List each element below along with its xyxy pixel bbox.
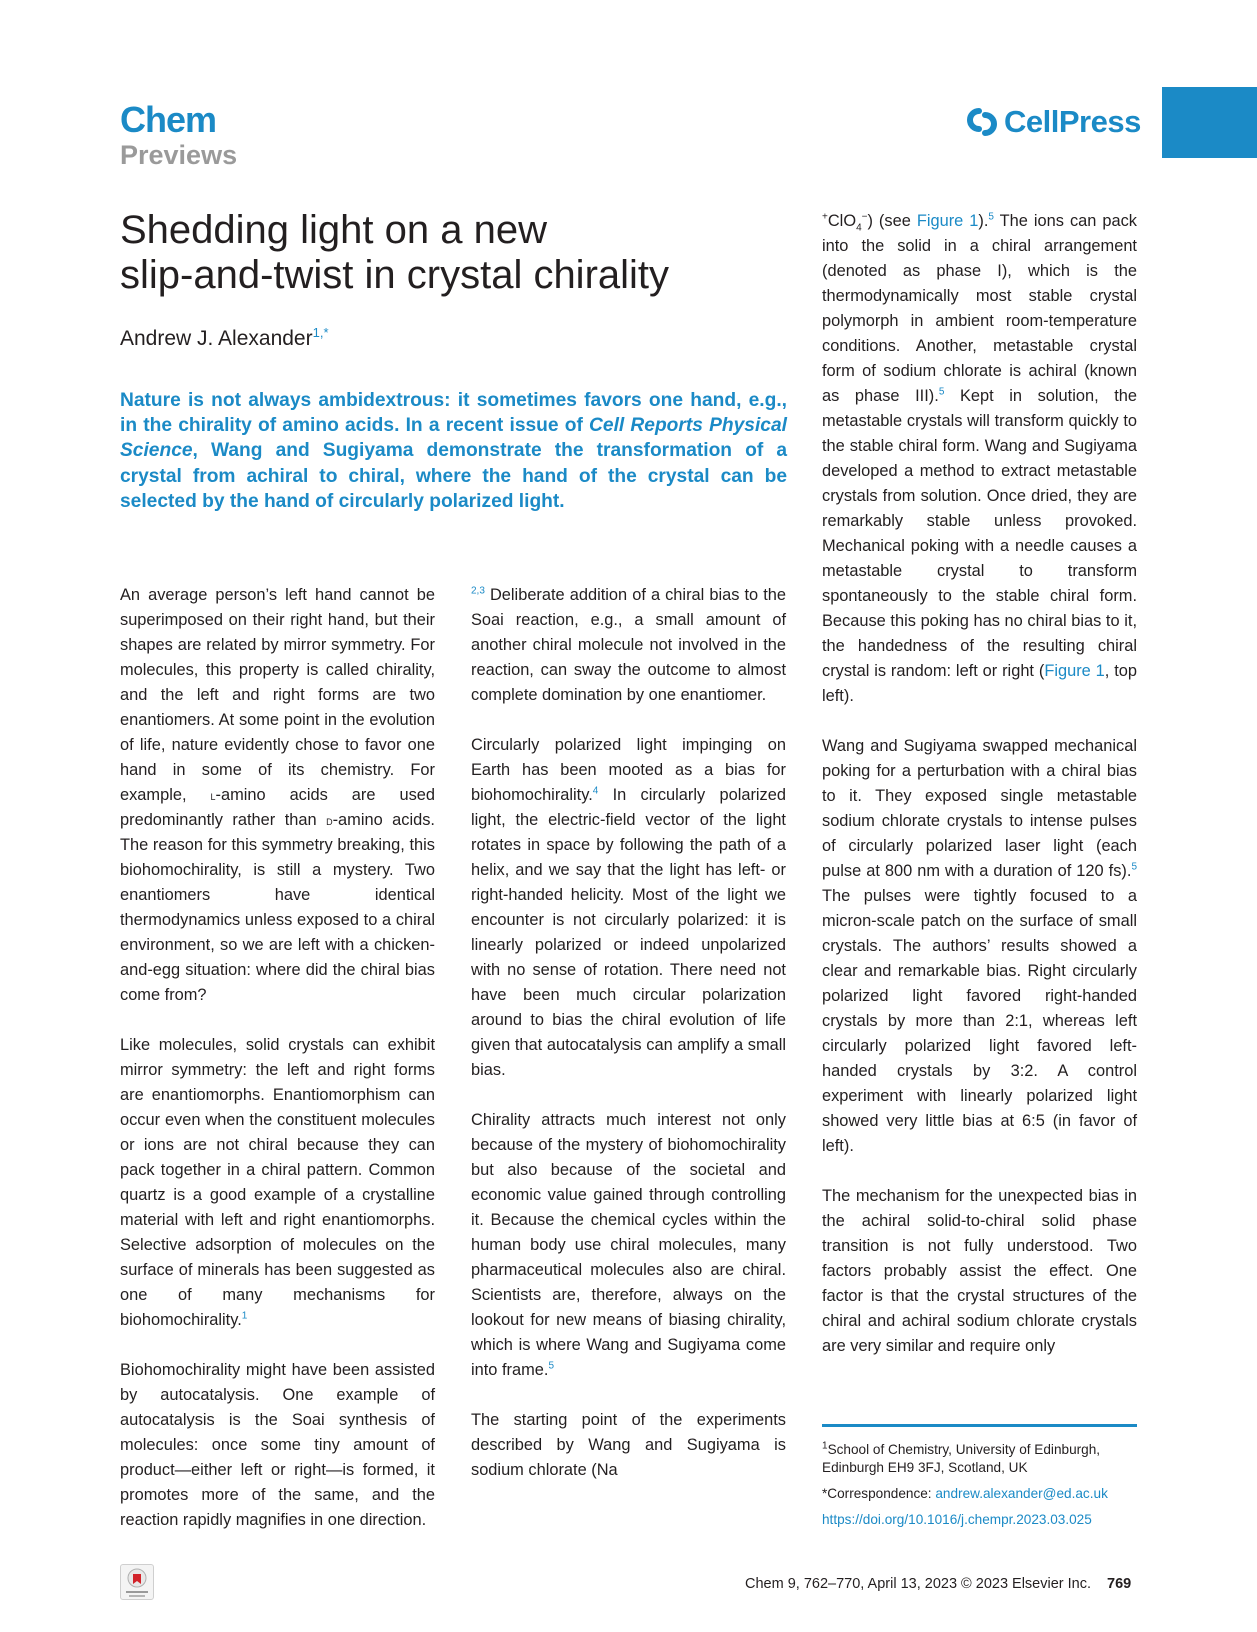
p6-text-c: ) (see	[867, 212, 917, 230]
title-line-2: slip-and-twist in crystal chirality	[120, 253, 670, 297]
corner-color-tab	[1162, 87, 1257, 158]
p6-text-d: ).	[978, 212, 989, 230]
p6-text-e: The ions can pack into the solid in a chiral arrangement (denoted as phase I), which is the thermodynamically most stable crystal polymorph in ambient room-temperature conditions. Another, metastable crystal form of sodium chlorate is achiral (known as phase III).	[822, 212, 1137, 405]
sodium-charge: +	[822, 211, 828, 223]
d-config-label: d	[326, 813, 333, 828]
check-for-updates-badge[interactable]	[120, 1564, 154, 1600]
p2-text: Like molecules, solid crystals can exhibit mirror symmetry: the left and right forms are enantiomorphs. Enantiomorphism can occur even when the constituent molecules or ions are not chiral because they can pack together in a chiral pattern. Common quartz is a good example of a crystalline material with left and right enantiomorphs. Selective adsorption of molecules on the surface of minerals has been suggested as one of many mechanisms for biohomochirality.	[120, 1036, 435, 1329]
p3-text-b: Deliberate addition of a chiral bias to the Soai reaction, e.g., a small amount of another chiral molecule not involved in the reaction, can sway the outcome to almost complete domination by one enantiomer.	[471, 586, 786, 704]
paragraph-7	[822, 734, 1137, 1159]
publisher-logo[interactable]	[966, 104, 1141, 140]
figure-link[interactable]: Figure 1	[916, 212, 979, 230]
paragraph-4	[471, 733, 786, 1083]
citation-line: Chem 9, 762–770, April 13, 2023 © 2023 Elsevier Inc.	[745, 1576, 1092, 1592]
p6-text-g: , top left).	[822, 662, 1137, 705]
correspondence-email-link[interactable]: andrew.alexander@ed.ac.uk	[935, 1486, 1108, 1501]
journal-name: Chem	[120, 99, 217, 140]
chlorate-charge: −	[861, 211, 868, 223]
affiliation-text: School of Chemistry, University of Edinburgh, Edinburgh EH9 3FJ, Scotland, UK	[822, 1442, 1101, 1475]
abstract-journal-name: Cell Reports Physical Science	[120, 415, 787, 462]
body-column-3	[822, 209, 1137, 1384]
paragraph-5	[471, 1108, 786, 1383]
p8-text: The mechanism for the unexpected bias in the achiral solid-to-chiral solid phase transition is not fully understood. Two factors probably assist the effect. One factor is that the crystal structures of the chiral and achiral sodium chlorate crystals are very similar and require only	[822, 1187, 1137, 1355]
page-number: 769	[1107, 1576, 1132, 1592]
p7-text-a: Wang and Sugiyama swapped mechanical poking for a perturbation with a chiral bias to it. They exposed single metastable sodium chlorate crystals to intense pulses of circularly polarized laser light (each pulse at 800 nm with a duration of 120 fs).	[822, 737, 1137, 880]
article-title	[120, 208, 760, 298]
author-affiliation-marks[interactable]: 1,*	[312, 325, 329, 340]
body-column-1	[120, 583, 435, 1558]
reference-link[interactable]: 5	[1131, 861, 1137, 873]
check-for-updates-icon	[121, 1565, 153, 1599]
reference-link[interactable]: 1	[241, 1310, 248, 1322]
p6-text-f: Kept in solution, the metastable crystals will transform quickly to the stable chiral form. Wang and Sugiyama developed a method to extract metastable crystals from solution. Once dried, they are remarkably stable unless provoked. Mechanical poking with a needle causes a metastable crystal to transform spontaneously to the stable chiral form. Because this poking has no chiral bias to it, the handedness of the resulting chiral crystal is random: left or right (	[822, 387, 1137, 680]
abstract	[120, 388, 787, 514]
body-column-2	[471, 583, 786, 1508]
title-line-1: Shedding light on a new	[120, 208, 547, 252]
l-config-label: l	[210, 788, 216, 803]
footnotes	[822, 1441, 1142, 1537]
footnote-divider	[822, 1424, 1137, 1427]
p1-text-a: An average person’s left hand cannot be superimposed on their right hand, but their shapes are related by mirror symmetry. For molecules, this property is called chirality, and the left and right forms are two enantiomers. At some point in the evolution of life, nature evidently chose to favor one hand in some of its chemistry. For example,	[120, 586, 435, 804]
p4-text-a: Circularly polarized light impinging on Earth has been mooted as a bias for biohomochirality.	[471, 736, 786, 804]
reference-link[interactable]: 2,3	[471, 585, 485, 597]
paragraph-6-continued	[822, 209, 1137, 709]
p1-text-c: -amino acids. The reason for this symmetry breaking, this biohomochirality, is still a mystery. Two enantiomers have identical thermodynamics unless exposed to a chiral environment, so we are left with a chicken-and-egg situation: where did the chiral bias come from?	[120, 811, 435, 1004]
paragraph-3	[120, 1358, 435, 1533]
paragraph-8	[822, 1184, 1137, 1359]
doi-link[interactable]: https://doi.org/10.1016/j.chempr.2023.03.025	[822, 1512, 1092, 1527]
affiliation-footnote	[822, 1441, 1142, 1477]
cellpress-logo-icon	[966, 107, 998, 137]
p4-text-b: In circularly polarized light, the electric-field vector of the light rotates in space by following the path of a helix, and we say that the light has left- or right-handed helicity. Most of the light we encounter is not circularly polarized: it is linearly polarized or indeed unpolarized with no sense of rotation. There need not have been much circular polarization around to bias the chiral evolution of life given that autocatalysis can amplify a small bias.	[471, 786, 786, 1079]
p6-text-b: ClO	[827, 212, 857, 230]
paragraph-1	[120, 583, 435, 1008]
correspondence-footnote	[822, 1485, 1142, 1503]
abstract-part-2: , Wang and Sugiyama demonstrate the transformation of a crystal from achiral to chiral, where the hand of the crystal can be selected by the hand of circularly polarized light.	[120, 440, 787, 512]
page-footer	[745, 1574, 1131, 1594]
paragraph-2	[120, 1033, 435, 1333]
paragraph-6	[471, 1408, 786, 1483]
paragraph-3-continued	[471, 583, 786, 708]
figure-link[interactable]: Figure 1	[1044, 662, 1105, 680]
p7-text-b: The pulses were tightly focused to a micron-scale patch on the surface of small crystals. The authors’ results showed a clear and remarkable bias. Right circularly polarized light favored right-handed crystals by more than 2:1, whereas left circularly polarized light favored left-handed crystals by 3:2. A control experiment with linearly polarized light showed very little bias at 6:5 (in favor of left).	[822, 887, 1137, 1155]
publisher-name: CellPress	[1004, 104, 1141, 139]
author-name: Andrew J. Alexander	[120, 327, 313, 350]
reference-link[interactable]: 5	[548, 1360, 554, 1372]
p3-text-a: Biohomochirality might have been assisted by autocatalysis. One example of autocatalysis is the Soai synthesis of molecules: once some tiny amount of product—either left or right—is formed, it promotes more of the same, and the reaction rapidly magnifies in one direction.	[120, 1361, 435, 1529]
correspondence-label: *Correspondence:	[822, 1486, 936, 1501]
reference-link[interactable]: 4	[592, 785, 599, 797]
p5-text: Chirality attracts much interest not only because of the mystery of biohomochirality but also because of the societal and economic value gained through controlling it. Because the chemical cycles within the human body use chiral molecules, many pharmaceutical molecules also are chiral. Scientists are, therefore, always on the lookout for new means of biasing chirality, which is where Wang and Sugiyama come into frame.	[471, 1111, 786, 1379]
p1-text-b: -amino acids are used predominantly rather than	[120, 786, 435, 829]
affiliation-mark: 1	[822, 1440, 828, 1452]
reference-link[interactable]: 5	[938, 386, 945, 398]
author-line	[120, 326, 329, 352]
reference-link[interactable]: 5	[988, 211, 994, 223]
abstract-part-1: Nature is not always ambidextrous: it sometimes favors one hand, e.g., in the chirality of amino acids. In a recent issue of	[120, 390, 787, 437]
p6-text-a: The starting point of the experiments described by Wang and Sugiyama is sodium chlorate (Na	[471, 1411, 786, 1479]
chlorate-subscript: 4	[856, 222, 862, 234]
section-name: Previews	[120, 140, 238, 170]
